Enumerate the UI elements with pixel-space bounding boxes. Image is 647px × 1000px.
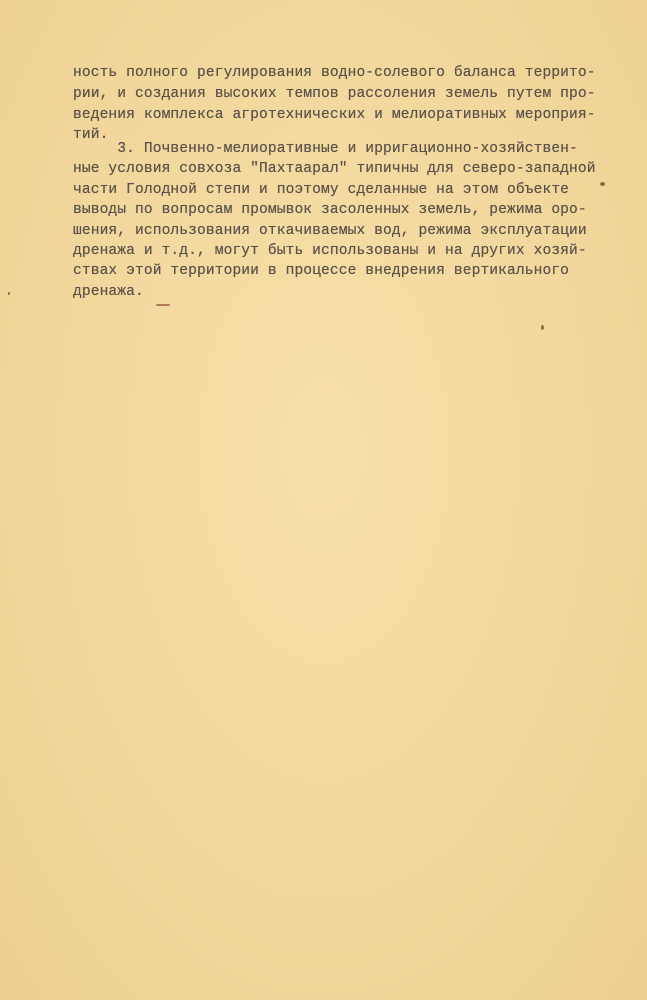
text-line: ведения комплекса агротехнических и мелиоративных мероприя- [73,106,596,123]
text-line: части Голодной степи и поэтому сделанные на этом объекте [73,181,570,198]
text-line: ные условия совхоза "Пахтаарал" типичны для северо-западной [73,161,596,178]
text-line: тий. [73,127,109,144]
paper-speck [541,325,544,330]
text-line: 3. Почвенно-мелиоративные и ирригационно-хозяйствен- [73,141,578,157]
paper-speck [8,292,10,295]
text-line: рии, и создания высоких темпов рассоления земель путем про- [73,85,596,102]
text-line: шения, использования откачиваемых вод, режима эксплуатации [73,222,587,239]
text-line: ность полного регулирования водно-солевого баланса террито- [73,65,596,81]
text-line: выводы по вопросам промывок засоленных земель, режима оро- [73,202,587,219]
text-line: дренажа и т.д., могут быть использованы и на других хозяй- [73,243,587,260]
paper-speck [156,304,170,306]
text-line: дренажа. [73,283,144,300]
paragraph-1 [73,63,596,146]
paper-speck [600,182,605,186]
paragraph-2 [73,139,596,302]
text-line: ствах этой территории в процессе внедрения вертикального [73,263,570,280]
